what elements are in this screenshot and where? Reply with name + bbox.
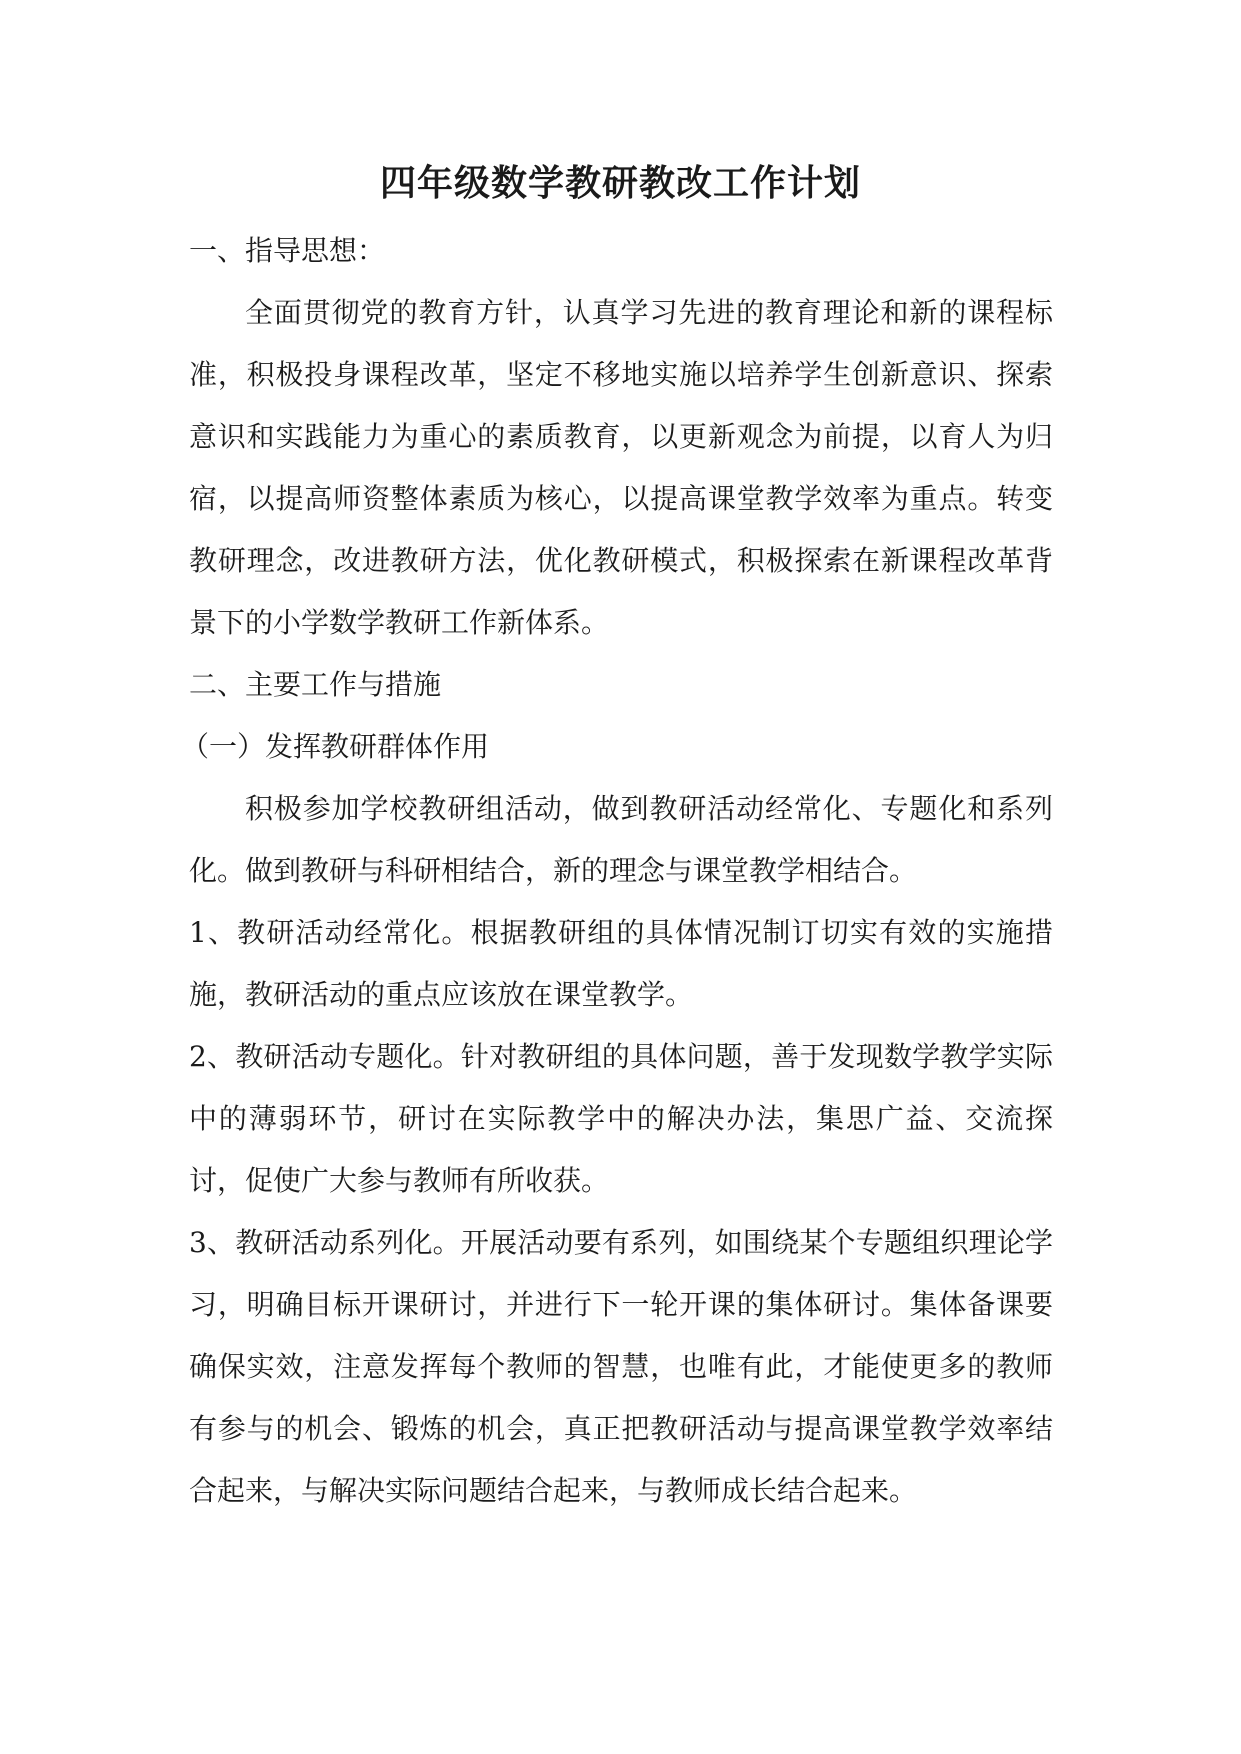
paragraph-research-group-activities: 积极参加学校教研组活动，做到教研活动经常化、专题化和系列化。做到教研与科研相结合，新的理念与课堂教学相结合。 (189, 792, 1053, 887)
document-body (181, 220, 1053, 1522)
section-heading-main-work: 二、主要工作与措施 (189, 668, 442, 701)
section-heading-guiding-ideology: 一、指导思想： (189, 234, 386, 267)
document-title: 四年级数学教研教改工作计划 (379, 162, 861, 204)
subsection-heading-teaching-research-group: （一）发挥教研群体作用 (181, 730, 490, 763)
list-item-thematic-activities: 2、教研活动专题化。针对教研组的具体问题，善于发现数学教学实际中的薄弱环节，研讨在实际教学中的解决办法，集思广益、交流探讨，促使广大参与教师有所收获。 (189, 1040, 1053, 1197)
list-item-serial-activities: 3、教研活动系列化。开展活动要有系列，如围绕某个专题组织理论学习，明确目标开课研讨，并进行下一轮开课的集体研讨。集体备课要确保实效，注意发挥每个教师的智慧，也唯有此，才能使更多的教师有参与的机会、锻炼的机会，真正把教研活动与提高课堂教学效率结合起来，与解决实际问题结合起来，与教师成长结合起来。 (189, 1226, 1053, 1507)
list-item-regular-activities: 1、教研活动经常化。根据教研组的具体情况制订切实有效的实施措施，教研活动的重点应该放在课堂教学。 (189, 916, 1053, 1011)
paragraph-guiding-ideology: 全面贯彻党的教育方针，认真学习先进的教育理论和新的课程标准，积极投身课程改革，坚定不移地实施以培养学生创新意识、探索意识和实践能力为重心的素质教育，以更新观念为前提，以育人为归宿，以提高师资整体素质为核心，以提高课堂教学效率为重点。转变教研理念，改进教研方法，优化教研模式，积极探索在新课程改革背景下的小学数学教研工作新体系。 (189, 296, 1053, 639)
